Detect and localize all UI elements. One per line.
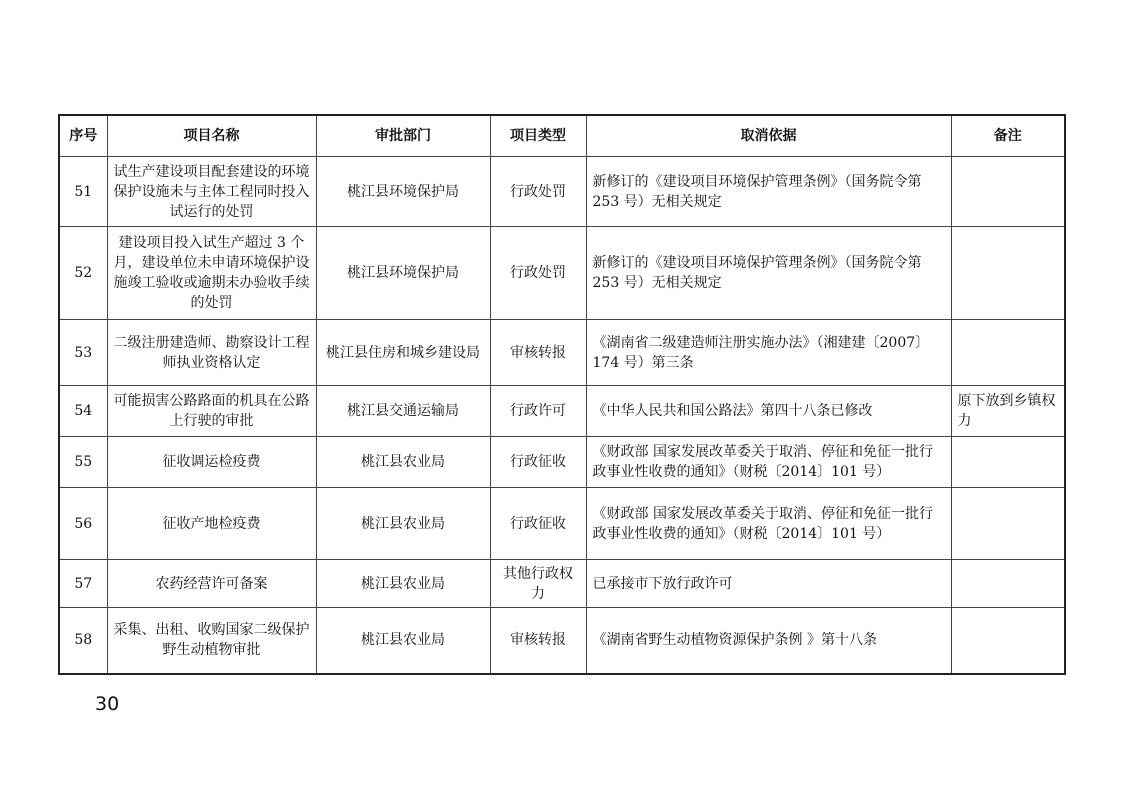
row-type: 审核转报 — [490, 608, 586, 674]
row-basis: 《湖南省二级建造师注册实施办法》（湘建建〔2007〕174 号）第三条 — [586, 320, 951, 386]
row-name: 二级注册建造师、勘察设计工程师执业资格认定 — [107, 320, 316, 386]
row-basis: 《财政部 国家发展改革委关于取消、停征和免征一批行政事业性收费的通知》（财税〔2014〕101 号） — [586, 437, 951, 488]
row-type: 行政征收 — [490, 437, 586, 488]
row-note — [951, 560, 1065, 608]
row-dept: 桃江县农业局 — [316, 437, 490, 488]
table-row — [59, 608, 1065, 674]
row-name: 征收产地检疫费 — [107, 488, 316, 560]
row-dept: 桃江县交通运输局 — [316, 386, 490, 437]
row-note — [951, 608, 1065, 674]
row-note — [951, 488, 1065, 560]
row-dept: 桃江县农业局 — [316, 488, 490, 560]
row-basis: 《财政部 国家发展改革委关于取消、停征和免征一批行政事业性收费的通知》（财税〔2014〕101 号） — [586, 488, 951, 560]
row-type: 行政征收 — [490, 488, 586, 560]
row-seq: 53 — [59, 320, 107, 386]
row-note — [951, 227, 1065, 320]
row-dept: 桃江县农业局 — [316, 608, 490, 674]
row-name: 试生产建设项目配套建设的环境保护设施未与主体工程同时投入试运行的处罚 — [107, 157, 316, 227]
table-row — [59, 437, 1065, 488]
row-name: 农药经营许可备案 — [107, 560, 316, 608]
row-name: 建设项目投入试生产超过 3 个月，建设单位未申请环境保护设施竣工验收或逾期未办验收手续的处罚 — [107, 227, 316, 320]
row-basis: 《湖南省野生动植物资源保护条例 》第十八条 — [586, 608, 951, 674]
header-seq: 序号 — [59, 115, 107, 157]
row-seq: 52 — [59, 227, 107, 320]
row-basis: 《中华人民共和国公路法》第四十八条已修改 — [586, 386, 951, 437]
row-type: 行政处罚 — [490, 157, 586, 227]
row-basis: 已承接市下放行政许可 — [586, 560, 951, 608]
page-number: 30 — [95, 693, 120, 715]
header-dept: 审批部门 — [316, 115, 490, 157]
row-note — [951, 320, 1065, 386]
row-name: 采集、出租、收购国家二级保护野生动植物审批 — [107, 608, 316, 674]
row-type: 审核转报 — [490, 320, 586, 386]
row-seq: 54 — [59, 386, 107, 437]
row-seq: 58 — [59, 608, 107, 674]
row-note — [951, 157, 1065, 227]
row-type: 行政处罚 — [490, 227, 586, 320]
row-type: 其他行政权力 — [490, 560, 586, 608]
header-basis: 取消依据 — [586, 115, 951, 157]
table-row — [59, 488, 1065, 560]
row-name: 征收调运检疫费 — [107, 437, 316, 488]
header-type: 项目类型 — [490, 115, 586, 157]
row-seq: 56 — [59, 488, 107, 560]
row-dept: 桃江县农业局 — [316, 560, 490, 608]
table-row — [59, 157, 1065, 227]
row-basis: 新修订的《建设项目环境保护管理条例》（国务院令第 253 号）无相关规定 — [586, 157, 951, 227]
row-seq: 57 — [59, 560, 107, 608]
table-row — [59, 560, 1065, 608]
row-seq: 51 — [59, 157, 107, 227]
header-note: 备注 — [951, 115, 1065, 157]
row-seq: 55 — [59, 437, 107, 488]
header-name: 项目名称 — [107, 115, 316, 157]
row-dept: 桃江县环境保护局 — [316, 227, 490, 320]
table-row — [59, 320, 1065, 386]
table-row — [59, 386, 1065, 437]
table-header-row — [59, 115, 1065, 157]
row-type: 行政许可 — [490, 386, 586, 437]
table-row — [59, 227, 1065, 320]
row-name: 可能损害公路路面的机具在公路上行驶的审批 — [107, 386, 316, 437]
row-note: 原下放到乡镇权力 — [951, 386, 1065, 437]
row-basis: 新修订的《建设项目环境保护管理条例》（国务院令第 253 号）无相关规定 — [586, 227, 951, 320]
row-dept: 桃江县住房和城乡建设局 — [316, 320, 490, 386]
approval-items-table — [58, 114, 1066, 675]
row-dept: 桃江县环境保护局 — [316, 157, 490, 227]
row-note — [951, 437, 1065, 488]
